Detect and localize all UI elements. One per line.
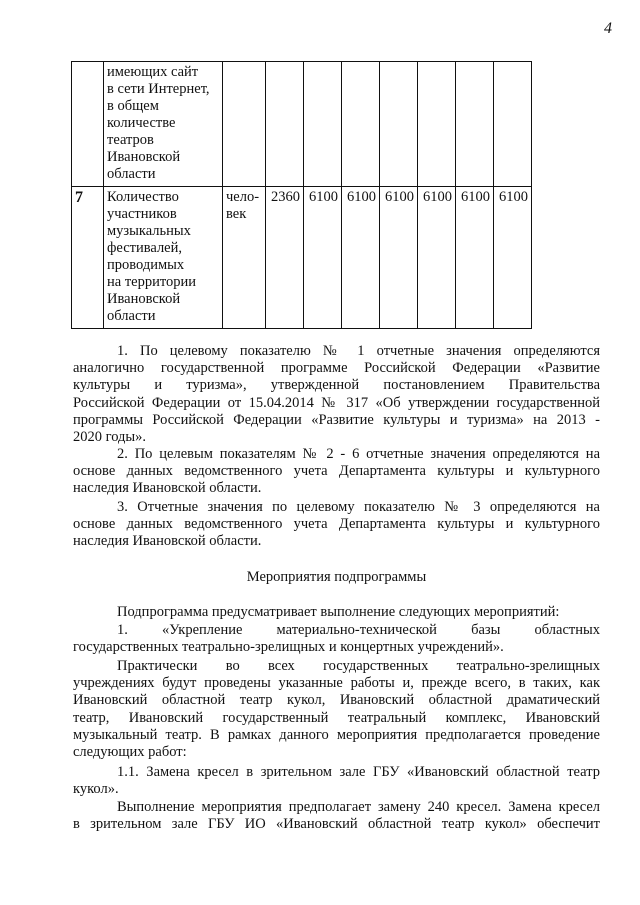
name-line: имеющих сайт bbox=[107, 64, 199, 80]
value-cell bbox=[304, 62, 342, 187]
table-row bbox=[72, 62, 532, 187]
unit-line: век bbox=[226, 206, 247, 222]
name-line: участников bbox=[107, 206, 177, 222]
section-title: Мероприятия подпрограммы bbox=[246, 569, 427, 585]
name-line: области bbox=[107, 308, 156, 324]
value-cell: 6100 bbox=[380, 187, 418, 329]
name-line: в общем bbox=[107, 98, 159, 114]
paragraph-line: учреждениях будут проведены указанные работы и, прежде всего, в таких, как bbox=[73, 675, 600, 692]
note-2 bbox=[73, 446, 600, 498]
value-cell bbox=[494, 62, 532, 187]
name-line: театров bbox=[107, 132, 154, 148]
note-line: аналогично государственной программе Российской Федерации «Развитие bbox=[73, 360, 600, 377]
unit-line: чело- bbox=[226, 189, 260, 205]
note-line: 2020 годы». bbox=[73, 429, 147, 446]
unit-cell bbox=[223, 187, 266, 329]
paragraph-line: музыкальный театр. В рамках данного мероприятия предполагается проведение bbox=[73, 726, 600, 743]
note-1 bbox=[73, 343, 600, 446]
name-line: музыкальных bbox=[107, 223, 191, 239]
subitem-line: 1.1. Замена кресел в зрительном зале ГБУ «Ивановский областной театр bbox=[117, 764, 600, 780]
unit-cell bbox=[223, 62, 266, 187]
note-line: наследия Ивановской области. bbox=[73, 533, 262, 550]
paragraph-line: Ивановский областной театр кукол, Ивановский областной драматический bbox=[73, 692, 600, 709]
value-cell bbox=[418, 62, 456, 187]
note-line: программы Российской Федерации «Развитие культуры и туризма» на 2013 - bbox=[73, 411, 600, 428]
note-line: основе данных ведомственного учета Департамента культуры и культурного bbox=[73, 516, 600, 533]
note-line: культуры и туризма», утвержденной постановлением Правительства bbox=[73, 377, 600, 394]
name-line: фестивалей, bbox=[107, 240, 182, 256]
intro-line: Подпрограмма предусматривает выполнение следующих мероприятий: bbox=[117, 604, 560, 620]
name-line: Ивановской bbox=[107, 291, 181, 307]
subitem-line: кукол». bbox=[73, 781, 119, 798]
indicator-name bbox=[104, 62, 223, 187]
paragraph-line: следующих работ: bbox=[73, 744, 187, 761]
indicator-name bbox=[104, 187, 223, 329]
name-line: области bbox=[107, 166, 156, 182]
name-line: Количество bbox=[107, 189, 179, 205]
name-line: в сети Интернет, bbox=[107, 81, 210, 97]
item-line: 1. «Укрепление материально-технической базы областных bbox=[117, 622, 600, 638]
paragraph-line: театр, Ивановский государственный театральный комплекс, Ивановский bbox=[73, 709, 600, 726]
paragraph-line: Выполнение мероприятия предполагает замену 240 кресел. Замена кресел bbox=[117, 799, 600, 815]
note-line: 2. По целевым показателям № 2 - 6 отчетные значения определяются на bbox=[117, 446, 600, 462]
note-line: основе данных ведомственного учета Департамента культуры и культурного bbox=[73, 463, 600, 480]
paragraph-2 bbox=[73, 799, 600, 833]
value-cell: 6100 bbox=[456, 187, 494, 329]
paragraph-line: в зрительном зале ГБУ ИО «Ивановский областной театр кукол» обеспечит bbox=[73, 816, 600, 833]
note-line: Российской Федерации от 15.04.2014 № 317 «Об утверждении государственной bbox=[73, 394, 600, 411]
name-line: количестве bbox=[107, 115, 176, 131]
note-line: 1. По целевому показателю № 1 отчетные значения определяются bbox=[117, 343, 600, 359]
note-line: наследия Ивановской области. bbox=[73, 480, 262, 497]
item-line: государственных театрально-зрелищных и концертных учреждений». bbox=[73, 639, 504, 656]
value-cell bbox=[456, 62, 494, 187]
value-cell: 6100 bbox=[494, 187, 532, 329]
paragraph-1 bbox=[73, 658, 600, 761]
item-1 bbox=[73, 622, 600, 656]
note-3 bbox=[73, 499, 600, 551]
name-line: Ивановской bbox=[107, 149, 181, 165]
paragraph-line: Практически во всех государственных театрально-зрелищных bbox=[117, 658, 600, 674]
section-intro bbox=[73, 604, 600, 621]
value-cell: 6100 bbox=[304, 187, 342, 329]
value-cell: 2360 bbox=[266, 187, 304, 329]
value-cell bbox=[380, 62, 418, 187]
note-line: 3. Отчетные значения по целевому показателю № 3 определяются на bbox=[117, 499, 600, 515]
indicators-table bbox=[71, 61, 532, 329]
value-cell bbox=[342, 62, 380, 187]
name-line: на территории bbox=[107, 274, 197, 290]
row-number: 7 bbox=[72, 187, 104, 329]
name-line: проводимых bbox=[107, 257, 185, 273]
subitem-1-1 bbox=[73, 764, 600, 798]
row-number bbox=[72, 62, 104, 187]
value-cell: 6100 bbox=[418, 187, 456, 329]
page-number: 4 bbox=[604, 20, 612, 37]
value-cell: 6100 bbox=[342, 187, 380, 329]
value-cell bbox=[266, 62, 304, 187]
table-row bbox=[72, 187, 532, 329]
